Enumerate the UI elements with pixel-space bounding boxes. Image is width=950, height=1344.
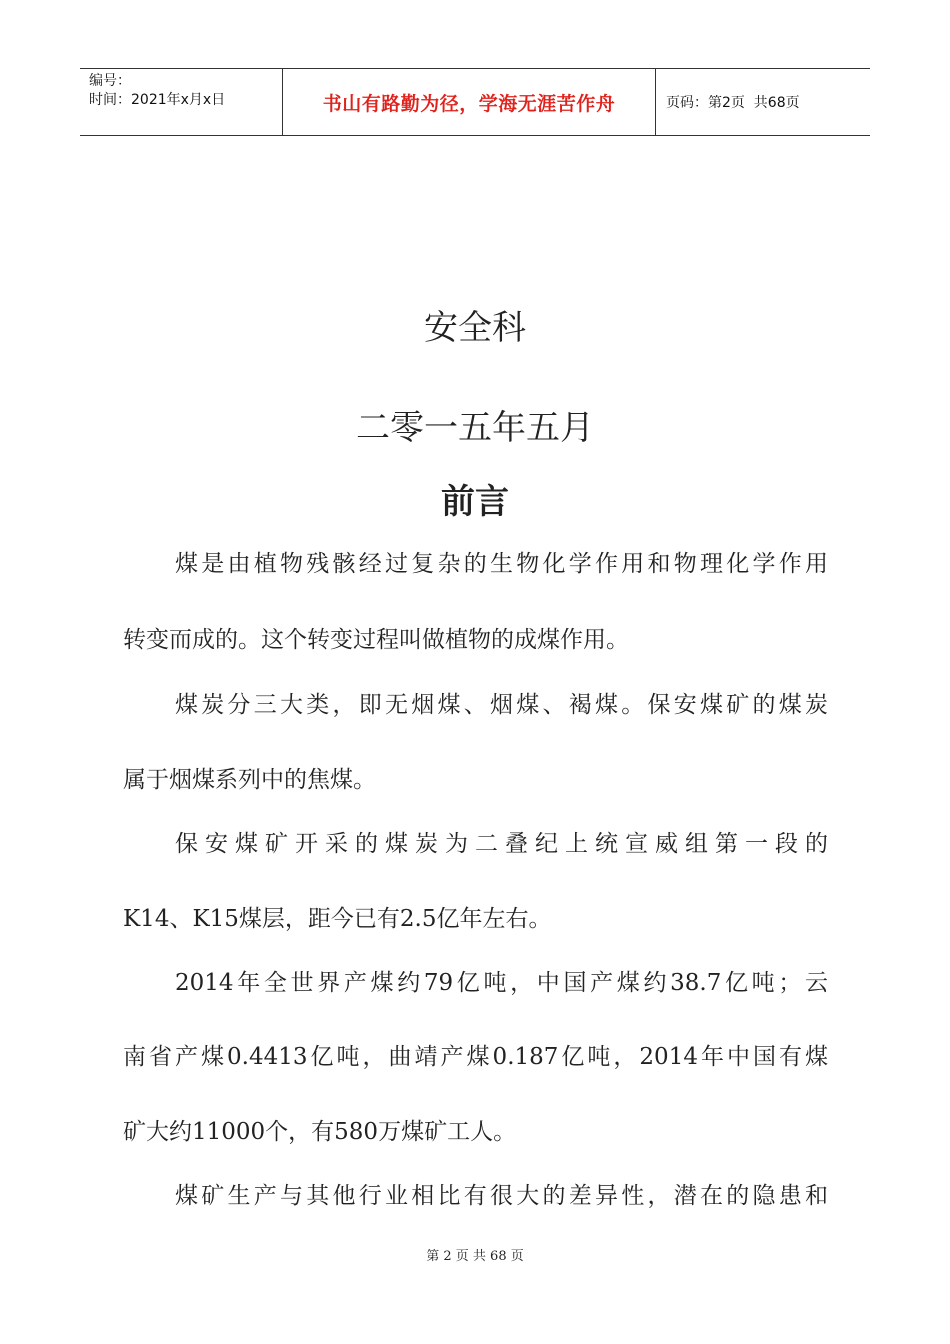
- header-motto: 书山有路勤为径，学海无涯苦作舟: [282, 69, 656, 135]
- body-line: 煤炭分三大类，即无烟煤、烟煤、褐煤。保安煤矿的煤炭: [175, 692, 828, 718]
- page-header: [80, 68, 870, 136]
- number-label: 编号：: [89, 73, 131, 89]
- date-title: 二零一五年五月: [356, 408, 594, 448]
- department-title: 安全科: [424, 308, 526, 348]
- preface-heading: 前言: [441, 482, 509, 522]
- body-line: 煤矿生产与其他行业相比有很大的差异性，潜在的隐患和: [175, 1183, 828, 1209]
- page-footer: 第 2 页 共 68 页: [426, 1249, 524, 1264]
- body-line: 转变而成的。这个转变过程叫做植物的成煤作用。: [123, 627, 629, 653]
- body-line: 2014年全世界产煤约79亿吨，中国产煤约38.7亿吨；云: [175, 970, 828, 996]
- body-line: 矿大约11000个，有580万煤矿工人。: [123, 1119, 517, 1145]
- body-line: 南省产煤0.4413亿吨，曲靖产煤0.187亿吨，2014年中国有煤: [123, 1044, 828, 1070]
- body-line: 属于烟煤系列中的焦煤。: [123, 767, 376, 793]
- header-page-info: 页码：第2页 共68页: [666, 95, 800, 111]
- body-line: 保安煤矿开采的煤炭为二叠纪上统宣威组第一段的: [175, 831, 828, 857]
- header-meta: [80, 69, 282, 135]
- time-label: 时间：2021年x月x日: [89, 92, 226, 108]
- body-line: K14、K15煤层，距今已有2.5亿年左右。: [123, 906, 552, 932]
- body-line: 煤是由植物残骸经过复杂的生物化学作用和物理化学作用: [175, 551, 828, 577]
